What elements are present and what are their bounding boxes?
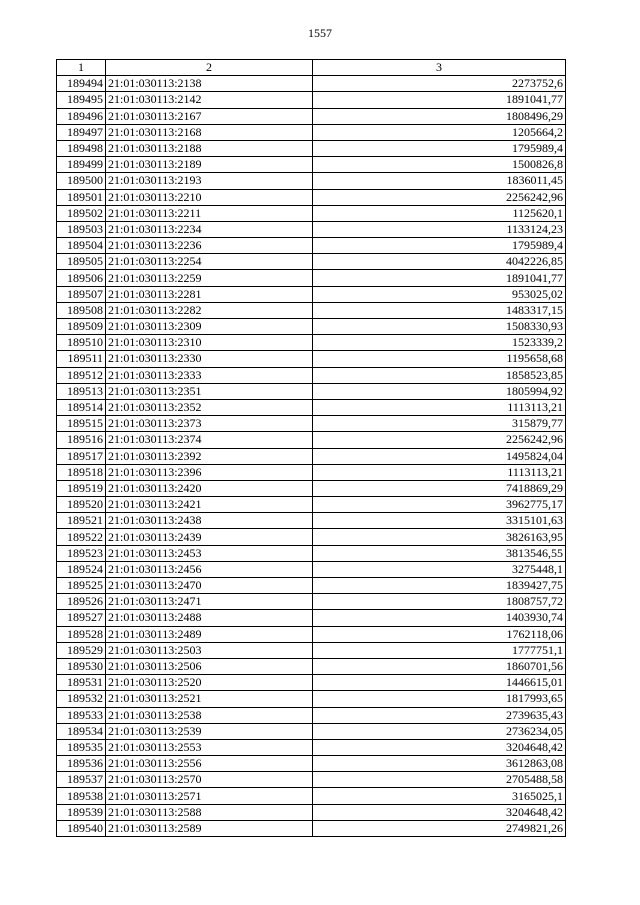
cadastral-number-cell: 21:01:030113:2309	[106, 319, 313, 335]
row-number-cell: 189504	[57, 238, 106, 254]
table-row	[57, 788, 566, 804]
cadastral-number-cell: 21:01:030113:2520	[106, 675, 313, 691]
table-row	[57, 416, 566, 432]
row-number-cell: 189518	[57, 464, 106, 480]
table-row	[57, 626, 566, 642]
cadastral-number-cell: 21:01:030113:2210	[106, 189, 313, 205]
row-number-cell: 189501	[57, 189, 106, 205]
row-number-cell: 189526	[57, 594, 106, 610]
row-number-cell: 189524	[57, 561, 106, 577]
cadastral-value-cell: 1500826,8	[313, 157, 566, 173]
cadastral-number-cell: 21:01:030113:2471	[106, 594, 313, 610]
row-number-cell: 189528	[57, 626, 106, 642]
row-number-cell: 189510	[57, 335, 106, 351]
row-number-cell: 189496	[57, 108, 106, 124]
row-number-cell: 189533	[57, 707, 106, 723]
table-row	[57, 319, 566, 335]
cadastral-value-cell: 4042226,85	[313, 254, 566, 270]
cadastral-value-cell: 1858523,85	[313, 367, 566, 383]
row-number-cell: 189540	[57, 820, 106, 836]
table-header-row	[57, 60, 566, 76]
cadastral-number-cell: 21:01:030113:2351	[106, 383, 313, 399]
row-number-cell: 189529	[57, 642, 106, 658]
table-row	[57, 707, 566, 723]
cadastral-value-cell: 1777751,1	[313, 642, 566, 658]
table-row	[57, 76, 566, 92]
cadastral-number-cell: 21:01:030113:2168	[106, 124, 313, 140]
cadastral-value-cell: 1762118,06	[313, 626, 566, 642]
cadastral-value-cell: 1113113,21	[313, 464, 566, 480]
cadastral-value-cell: 1205664,2	[313, 124, 566, 140]
cadastral-number-cell: 21:01:030113:2556	[106, 756, 313, 772]
table-row	[57, 335, 566, 351]
row-number-cell: 189521	[57, 513, 106, 529]
row-number-cell: 189520	[57, 497, 106, 513]
cadastral-number-cell: 21:01:030113:2188	[106, 140, 313, 156]
cadastral-number-cell: 21:01:030113:2421	[106, 497, 313, 513]
cadastral-value-cell: 1403930,74	[313, 610, 566, 626]
cadastral-value-cell: 2256242,96	[313, 189, 566, 205]
cadastral-number-cell: 21:01:030113:2503	[106, 642, 313, 658]
row-number-cell: 189536	[57, 756, 106, 772]
column-header-2: 2	[106, 60, 313, 76]
table-row	[57, 804, 566, 820]
table-row	[57, 140, 566, 156]
table-row	[57, 367, 566, 383]
cadastral-value-cell: 7418869,29	[313, 480, 566, 496]
table-row	[57, 820, 566, 836]
row-number-cell: 189502	[57, 205, 106, 221]
row-number-cell: 189495	[57, 92, 106, 108]
row-number-cell: 189539	[57, 804, 106, 820]
page-number: 1557	[308, 26, 332, 40]
cadastral-number-cell: 21:01:030113:2282	[106, 302, 313, 318]
cadastral-value-cell: 3204648,42	[313, 739, 566, 755]
row-number-cell: 189515	[57, 416, 106, 432]
cadastral-value-cell: 3612863,08	[313, 756, 566, 772]
cadastral-value-cell: 2749821,26	[313, 820, 566, 836]
cadastral-value-cell: 1195658,68	[313, 351, 566, 367]
row-number-cell: 189537	[57, 772, 106, 788]
cadastral-value-cell: 2256242,96	[313, 432, 566, 448]
cadastral-value-cell: 1817993,65	[313, 691, 566, 707]
row-number-cell: 189512	[57, 367, 106, 383]
cadastral-value-cell: 1795989,4	[313, 140, 566, 156]
table-row	[57, 173, 566, 189]
row-number-cell: 189498	[57, 140, 106, 156]
cadastral-number-cell: 21:01:030113:2138	[106, 76, 313, 92]
cadastral-number-cell: 21:01:030113:2453	[106, 545, 313, 561]
table-row	[57, 561, 566, 577]
cadastral-value-cell: 1839427,75	[313, 578, 566, 594]
table-row	[57, 691, 566, 707]
table-row	[57, 756, 566, 772]
cadastral-number-cell: 21:01:030113:2333	[106, 367, 313, 383]
cadastral-value-cell: 1113113,21	[313, 399, 566, 415]
cadastral-number-cell: 21:01:030113:2281	[106, 286, 313, 302]
cadastral-number-cell: 21:01:030113:2234	[106, 221, 313, 237]
cadastral-value-cell: 1133124,23	[313, 221, 566, 237]
cadastral-value-cell: 1795989,4	[313, 238, 566, 254]
row-number-cell: 189500	[57, 173, 106, 189]
cadastral-value-cell: 1508330,93	[313, 319, 566, 335]
row-number-cell: 189532	[57, 691, 106, 707]
row-number-cell: 189531	[57, 675, 106, 691]
table-row	[57, 286, 566, 302]
table-row	[57, 108, 566, 124]
table-row	[57, 529, 566, 545]
cadastral-value-cell: 2273752,6	[313, 76, 566, 92]
cadastral-number-cell: 21:01:030113:2330	[106, 351, 313, 367]
cadastral-value-cell: 3275448,1	[313, 561, 566, 577]
table-row	[57, 642, 566, 658]
cadastral-number-cell: 21:01:030113:2254	[106, 254, 313, 270]
cadastral-value-cell: 3826163,95	[313, 529, 566, 545]
cadastral-number-cell: 21:01:030113:2167	[106, 108, 313, 124]
row-number-cell: 189522	[57, 529, 106, 545]
cadastral-value-cell: 3204648,42	[313, 804, 566, 820]
cadastral-value-cell: 1836011,45	[313, 173, 566, 189]
table-row	[57, 383, 566, 399]
row-number-cell: 189503	[57, 221, 106, 237]
cadastral-number-cell: 21:01:030113:2570	[106, 772, 313, 788]
row-number-cell: 189525	[57, 578, 106, 594]
table-row	[57, 448, 566, 464]
column-header-1: 1	[57, 60, 106, 76]
cadastral-value-cell: 3813546,55	[313, 545, 566, 561]
table-row	[57, 238, 566, 254]
cadastral-number-cell: 21:01:030113:2589	[106, 820, 313, 836]
row-number-cell: 189499	[57, 157, 106, 173]
cadastral-number-cell: 21:01:030113:2506	[106, 658, 313, 674]
cadastral-value-cell: 1495824,04	[313, 448, 566, 464]
table-row	[57, 157, 566, 173]
table-row	[57, 189, 566, 205]
cadastral-value-cell: 2736234,05	[313, 723, 566, 739]
row-number-cell: 189517	[57, 448, 106, 464]
cadastral-value-cell: 1125620,1	[313, 205, 566, 221]
cadastral-value-cell: 1483317,15	[313, 302, 566, 318]
cadastral-value-table	[56, 59, 566, 837]
cadastral-number-cell: 21:01:030113:2488	[106, 610, 313, 626]
row-number-cell: 189535	[57, 739, 106, 755]
cadastral-number-cell: 21:01:030113:2142	[106, 92, 313, 108]
table-row	[57, 497, 566, 513]
cadastral-number-cell: 21:01:030113:2236	[106, 238, 313, 254]
cadastral-number-cell: 21:01:030113:2439	[106, 529, 313, 545]
row-number-cell: 189511	[57, 351, 106, 367]
table-row	[57, 545, 566, 561]
table-row	[57, 480, 566, 496]
cadastral-value-cell: 1891041,77	[313, 270, 566, 286]
cadastral-value-cell: 2739635,43	[313, 707, 566, 723]
table-row	[57, 432, 566, 448]
cadastral-number-cell: 21:01:030113:2352	[106, 399, 313, 415]
row-number-cell: 189538	[57, 788, 106, 804]
table-row	[57, 124, 566, 140]
table-body	[57, 76, 566, 837]
row-number-cell: 189523	[57, 545, 106, 561]
table-row	[57, 302, 566, 318]
cadastral-value-cell: 1891041,77	[313, 92, 566, 108]
cadastral-number-cell: 21:01:030113:2374	[106, 432, 313, 448]
cadastral-value-cell: 953025,02	[313, 286, 566, 302]
row-number-cell: 189506	[57, 270, 106, 286]
table-row	[57, 205, 566, 221]
cadastral-value-cell: 315879,77	[313, 416, 566, 432]
cadastral-number-cell: 21:01:030113:2373	[106, 416, 313, 432]
cadastral-number-cell: 21:01:030113:2521	[106, 691, 313, 707]
cadastral-number-cell: 21:01:030113:2211	[106, 205, 313, 221]
cadastral-number-cell: 21:01:030113:2396	[106, 464, 313, 480]
cadastral-value-cell: 1446615,01	[313, 675, 566, 691]
table-row	[57, 513, 566, 529]
cadastral-value-cell: 2705488,58	[313, 772, 566, 788]
table-row	[57, 675, 566, 691]
row-number-cell: 189497	[57, 124, 106, 140]
cadastral-value-cell: 3962775,17	[313, 497, 566, 513]
row-number-cell: 189509	[57, 319, 106, 335]
cadastral-number-cell: 21:01:030113:2489	[106, 626, 313, 642]
table-row	[57, 399, 566, 415]
cadastral-number-cell: 21:01:030113:2571	[106, 788, 313, 804]
cadastral-value-cell: 1808757,72	[313, 594, 566, 610]
cadastral-number-cell: 21:01:030113:2456	[106, 561, 313, 577]
cadastral-value-cell: 1808496,29	[313, 108, 566, 124]
row-number-cell: 189513	[57, 383, 106, 399]
cadastral-number-cell: 21:01:030113:2538	[106, 707, 313, 723]
table-row	[57, 270, 566, 286]
table-row	[57, 739, 566, 755]
column-header-3: 3	[313, 60, 566, 76]
cadastral-value-cell: 1523339,2	[313, 335, 566, 351]
table-row	[57, 92, 566, 108]
row-number-cell: 189508	[57, 302, 106, 318]
cadastral-number-cell: 21:01:030113:2310	[106, 335, 313, 351]
cadastral-number-cell: 21:01:030113:2470	[106, 578, 313, 594]
row-number-cell: 189494	[57, 76, 106, 92]
cadastral-number-cell: 21:01:030113:2420	[106, 480, 313, 496]
table-row	[57, 772, 566, 788]
table-row	[57, 594, 566, 610]
cadastral-number-cell: 21:01:030113:2193	[106, 173, 313, 189]
cadastral-number-cell: 21:01:030113:2539	[106, 723, 313, 739]
cadastral-value-cell: 3165025,1	[313, 788, 566, 804]
table-row	[57, 723, 566, 739]
row-number-cell: 189514	[57, 399, 106, 415]
table-row	[57, 464, 566, 480]
table-row	[57, 610, 566, 626]
cadastral-number-cell: 21:01:030113:2438	[106, 513, 313, 529]
cadastral-number-cell: 21:01:030113:2553	[106, 739, 313, 755]
cadastral-number-cell: 21:01:030113:2392	[106, 448, 313, 464]
table-row	[57, 254, 566, 270]
row-number-cell: 189534	[57, 723, 106, 739]
row-number-cell: 189527	[57, 610, 106, 626]
row-number-cell: 189505	[57, 254, 106, 270]
cadastral-number-cell: 21:01:030113:2259	[106, 270, 313, 286]
row-number-cell: 189516	[57, 432, 106, 448]
table-row	[57, 578, 566, 594]
row-number-cell: 189519	[57, 480, 106, 496]
table-row	[57, 221, 566, 237]
cadastral-value-cell: 3315101,63	[313, 513, 566, 529]
row-number-cell: 189530	[57, 658, 106, 674]
cadastral-number-cell: 21:01:030113:2588	[106, 804, 313, 820]
table-row	[57, 658, 566, 674]
cadastral-number-cell: 21:01:030113:2189	[106, 157, 313, 173]
table-row	[57, 351, 566, 367]
cadastral-value-cell: 1805994,92	[313, 383, 566, 399]
row-number-cell: 189507	[57, 286, 106, 302]
cadastral-value-cell: 1860701,56	[313, 658, 566, 674]
